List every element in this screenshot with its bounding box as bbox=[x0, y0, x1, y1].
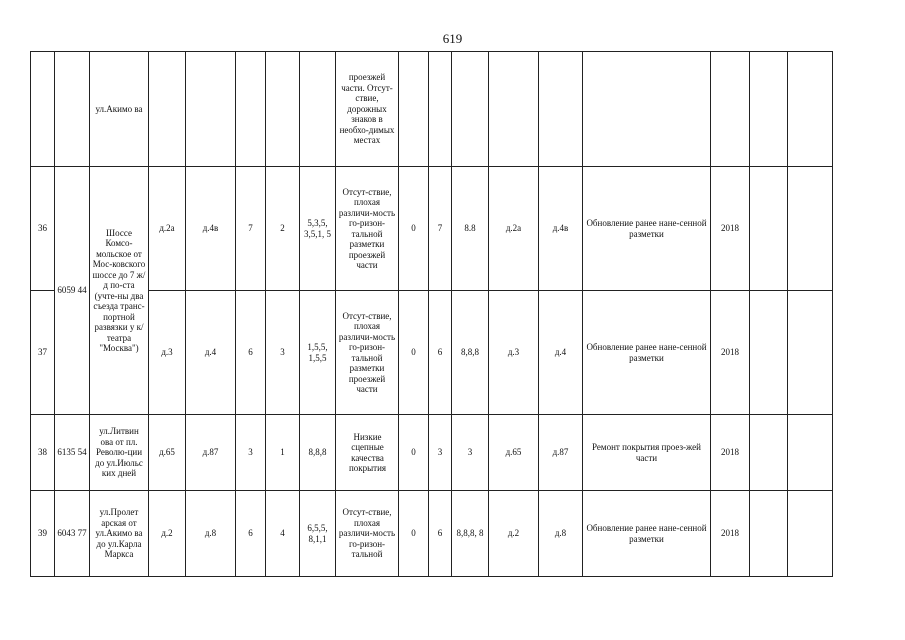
cell-col13: д.65 bbox=[489, 415, 539, 491]
cell-col10: 0 bbox=[399, 167, 429, 291]
cell-col11: 7 bbox=[429, 167, 452, 291]
cell-col12: 8.8 bbox=[452, 167, 489, 291]
cell-col14: д.4в bbox=[539, 167, 583, 291]
cell-col18 bbox=[788, 167, 833, 291]
cell-col17 bbox=[750, 415, 788, 491]
year-cell: 2018 bbox=[711, 167, 750, 291]
cell-col8: 6,5,5, 8,1,1 bbox=[300, 491, 336, 577]
year-cell: 2018 bbox=[711, 491, 750, 577]
cell-col14 bbox=[539, 52, 583, 167]
cell-col14: д.8 bbox=[539, 491, 583, 577]
table-row bbox=[31, 291, 833, 415]
cell-col4: д.65 bbox=[149, 415, 186, 491]
table-row bbox=[31, 415, 833, 491]
cell-col11: 3 bbox=[429, 415, 452, 491]
cell-col13: д.2 bbox=[489, 491, 539, 577]
row-number-cell: 36 bbox=[31, 167, 55, 291]
cell-col10: 0 bbox=[399, 415, 429, 491]
cell-col12: 3 bbox=[452, 415, 489, 491]
cell-col13: д.2а bbox=[489, 167, 539, 291]
year-cell bbox=[711, 52, 750, 167]
cell-col4 bbox=[149, 52, 186, 167]
cell-col14: д.4 bbox=[539, 291, 583, 415]
cell-col6 bbox=[236, 52, 266, 167]
table-row bbox=[31, 491, 833, 577]
cell-col12: 8,8,8, 8 bbox=[452, 491, 489, 577]
cell-col11 bbox=[429, 52, 452, 167]
cell-col18 bbox=[788, 52, 833, 167]
row-number-cell: 37 bbox=[31, 291, 55, 415]
defects-cell: Отсут-ствие, плохая различи-мость го-ризон-тальной bbox=[336, 491, 399, 577]
cell-col8: 5,3,5, 3,5,1, 5 bbox=[300, 167, 336, 291]
cell-col17 bbox=[750, 491, 788, 577]
cell-col4: д.3 bbox=[149, 291, 186, 415]
road-works-table bbox=[30, 51, 833, 577]
cell-col5: д.87 bbox=[186, 415, 236, 491]
cell-col5: д.8 bbox=[186, 491, 236, 577]
defects-cell: проезжей части. Отсут-ствие, дорожных знаков в необхо-димых местах bbox=[336, 52, 399, 167]
cell-col7: 4 bbox=[266, 491, 300, 577]
road-code-cell bbox=[55, 52, 90, 167]
cell-col8 bbox=[300, 52, 336, 167]
row-number-cell bbox=[31, 52, 55, 167]
road-code-cell: 6135 54 bbox=[55, 415, 90, 491]
cell-col7: 1 bbox=[266, 415, 300, 491]
cell-col5 bbox=[186, 52, 236, 167]
street-cell: ул.Акимо ва bbox=[90, 52, 149, 167]
cell-col5: д.4 bbox=[186, 291, 236, 415]
cell-col18 bbox=[788, 491, 833, 577]
cell-col18 bbox=[788, 415, 833, 491]
year-cell: 2018 bbox=[711, 415, 750, 491]
cell-col4: д.2а bbox=[149, 167, 186, 291]
cell-col8: 1,5,5, 1,5,5 bbox=[300, 291, 336, 415]
work-type-cell: Обновление ранее нане-сенной разметки bbox=[583, 167, 711, 291]
year-cell: 2018 bbox=[711, 291, 750, 415]
cell-col6: 7 bbox=[236, 167, 266, 291]
defects-cell: Отсут-ствие, плохая различи-мость го-ризон-тальной разметки проезжей части bbox=[336, 291, 399, 415]
cell-col8: 8,8,8 bbox=[300, 415, 336, 491]
cell-col7 bbox=[266, 52, 300, 167]
cell-col17 bbox=[750, 167, 788, 291]
road-code-cell: 6059 44 bbox=[55, 167, 90, 415]
cell-col17 bbox=[750, 52, 788, 167]
work-type-cell: Ремонт покрытия проез-жей части bbox=[583, 415, 711, 491]
cell-col11: 6 bbox=[429, 491, 452, 577]
cell-col10 bbox=[399, 52, 429, 167]
cell-col6: 6 bbox=[236, 491, 266, 577]
row-number-cell: 39 bbox=[31, 491, 55, 577]
street-cell: ул.Пролет арская от ул.Акимо ва до ул.Карла Маркса bbox=[90, 491, 149, 577]
road-code-cell: 6043 77 bbox=[55, 491, 90, 577]
cell-col13 bbox=[489, 52, 539, 167]
table-row bbox=[31, 167, 833, 291]
work-type-cell bbox=[583, 52, 711, 167]
defects-cell: Отсут-ствие, плохая различи-мость го-ризон-тальной разметки проезжей части bbox=[336, 167, 399, 291]
street-cell: Шоссе Комсо-мольское от Мос-ковского шоссе до 7 ж/д по-ста (учте-ны два съезда транс-портной развязки у к/театра "Москва") bbox=[90, 167, 149, 415]
cell-col5: д.4в bbox=[186, 167, 236, 291]
page-number: 619 bbox=[442, 31, 463, 46]
defects-cell: Низкие сцепные качества покрытия bbox=[336, 415, 399, 491]
cell-col13: д.3 bbox=[489, 291, 539, 415]
work-type-cell: Обновление ранее нане-сенной разметки bbox=[583, 291, 711, 415]
cell-col10: 0 bbox=[399, 491, 429, 577]
cell-col6: 3 bbox=[236, 415, 266, 491]
cell-col12: 8,8,8 bbox=[452, 291, 489, 415]
cell-col11: 6 bbox=[429, 291, 452, 415]
cell-col18 bbox=[788, 291, 833, 415]
cell-col7: 2 bbox=[266, 167, 300, 291]
cell-col4: д.2 bbox=[149, 491, 186, 577]
cell-col12 bbox=[452, 52, 489, 167]
cell-col6: 6 bbox=[236, 291, 266, 415]
cell-col17 bbox=[750, 291, 788, 415]
cell-col7: 3 bbox=[266, 291, 300, 415]
table-row bbox=[31, 52, 833, 167]
street-cell: ул.Литвин ова от пл. Револю-ции до ул.Июльс ких дней bbox=[90, 415, 149, 491]
cell-col10: 0 bbox=[399, 291, 429, 415]
work-type-cell: Обновление ранее нане-сенной разметки bbox=[583, 491, 711, 577]
cell-col14: д.87 bbox=[539, 415, 583, 491]
row-number-cell: 38 bbox=[31, 415, 55, 491]
